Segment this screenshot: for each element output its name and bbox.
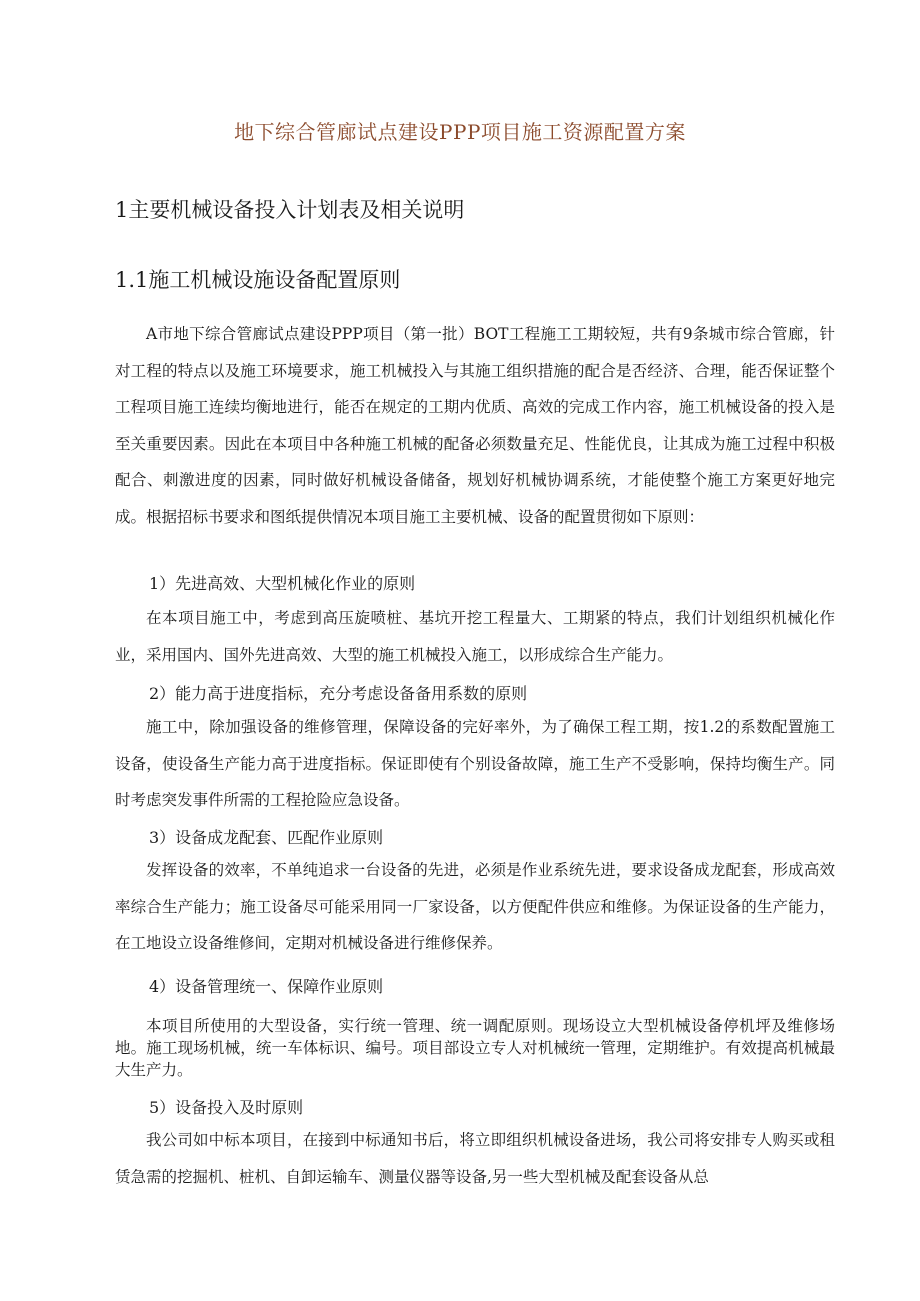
principle-2-text: 施工中，除加强设备的维修管理，保障设备的完好率外，为了确保工程工期，按1.2的系数配置施工设备，使设备生产能力高于进度指标。保证即使有个别设备故障，施工生产不受影响，保持均衡生产。同时考虑突发事件所需的工程抢险应急设备。 — [115, 718, 835, 809]
principle-1-text: 在本项目施工中，考虑到高压旋喷桩、基坑开挖工程量大、工期紧的特点，我们计划组织机械化作业，采用国内、国外先进高效、大型的施工机械投入施工，以形成综合生产能力。 — [115, 609, 835, 664]
section-heading-1: 1主要机械设备投入计划表及相关说明 — [115, 198, 465, 222]
principle-4-text: 本项目所使用的大型设备，实行统一管理、统一调配原则。现场设立大型机械设备停机坪及维修场地。施工现场机械，统一车体标识、编号。项目部设立专人对机械统一管理，定期维护。有效提高机械最大生产力。 — [115, 1017, 835, 1079]
principle-3-heading: 3）设备成龙配套、匹配作业原则 — [149, 828, 384, 847]
intro-paragraph: A市地下综合管廊试点建设PPP项目（第一批）BOT工程施工工期较短，共有9条城市综合管廊，针对工程的特点以及施工环境要求，施工机械投入与其施工组织措施的配合是否经济、合理，能否保证整个工程项目施工连续均衡地进行，能否在规定的工期内优质、高效的完成工作内容，施工机械设备的投入是至关重要因素。因此在本项目中各种施工机械的配备必须数量充足、性能优良，让其成为施工过程中积极配合、刺激进度的因素，同时做好机械设备储备，规划好机械协调系统，才能使整个施工方案更好地完成。根据招标书要求和图纸提供情况本项目施工主要机械、设备的配置贯彻如下原则： — [115, 325, 835, 526]
principle-2-heading: 2）能力高于进度指标，充分考虑设备备用系数的原则 — [149, 684, 528, 703]
principle-3-text: 发挥设备的效率，不单纯追求一台设备的先进，必须是作业系统先进，要求设备成龙配套，形成高效率综合生产能力；施工设备尽可能采用同一厂家设备，以方便配件供应和维修。为保证设备的生产能力，在工地设立设备维修间，定期对机械设备进行维修保养。 — [115, 861, 835, 952]
principle-4-heading: 4）设备管理统一、保障作业原则 — [149, 977, 384, 996]
principle-1-heading: 1）先进高效、大型机械化作业的原则 — [149, 574, 416, 593]
principle-5-text: 我公司如中标本项目，在接到中标通知书后，将立即组织机械设备进场，我公司将安排专人购买或租赁急需的挖掘机、桩机、自卸运输车、测量仪器等设备,另一些大型机械及配套设备从总 — [115, 1131, 835, 1186]
document-title: 地下综合管廊试点建设PPP项目施工资源配置方案 — [234, 120, 686, 144]
section-heading-1-1: 1.1施工机械设施设备配置原则 — [115, 268, 401, 292]
principle-5-heading: 5）设备投入及时原则 — [149, 1098, 304, 1117]
